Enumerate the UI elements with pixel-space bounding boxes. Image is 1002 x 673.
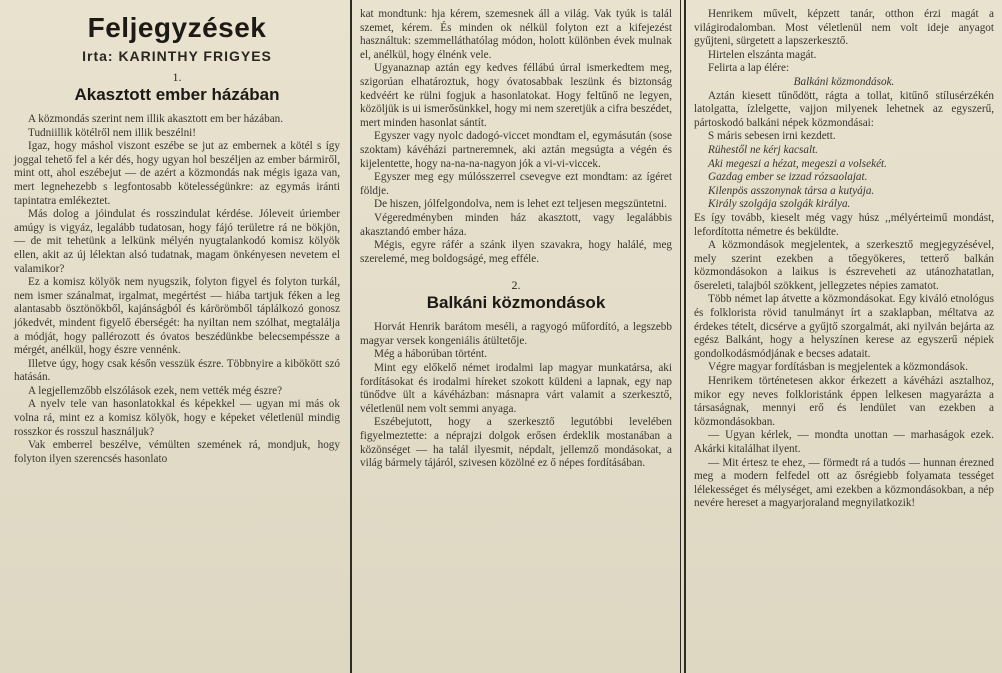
proverb-text: Király szolgája szolgák királya. (708, 198, 851, 211)
section-2-paragraph: Még a háborúban történt. (374, 348, 488, 361)
column-1 (8, 0, 346, 673)
column-divider-2b (684, 0, 686, 673)
proverb-line (694, 158, 994, 172)
section-1-continued-paragraph: Végeredményben minden ház akasztott, vagy legalábbis akasztandó ember háza. (360, 211, 672, 238)
proverb-line (694, 185, 994, 199)
proverbs-heading-text: Balkáni közmondások. (793, 75, 895, 88)
column-3 (688, 0, 1000, 673)
section-2-paragraph: Eszébejutott, hogy a szerkesztő legutóbbi levelében figyelmeztette: a néprajzi dolgok erősen érdeklik mostanában a közönséget — ha talál ilyesmit, népdalt, jellemző mondásokat, a világ bármely tájáról, szivesen közölné ez ő népes fordításában. (360, 416, 672, 470)
section-2-continued-paragraph: Több német lap átvette a közmondásokat. Egy kiváló etnológus és folklorista rövid tanulmányt írt a szaklapban, méltatva az érdekes tételt, dicsérve a gyűjtő szorgalmát, aki nyilván bejárta az egész Balkánt, hogy a helyszínen kerese az egyszerű népiek gondolkodásmódjának e becses adatait. (694, 293, 994, 360)
section-1-continued-paragraph: Egyszer meg egy múlósszerrel csevegve ezt mondtam: az ígéret földje. (360, 171, 672, 197)
section-1-continued-paragraph: De hiszen, jólfelgondolva, nem is lehet ezt teljesen megszüntetni. (374, 198, 667, 211)
proverb-line (694, 171, 994, 185)
section-1-paragraph: Más dolog a jóindulat és rosszindulat kérdése. Jóleveit úriember amúgy is vigyáz, legalább tudatosan, hogy fájó területre rá ne bökjön, — de mit tehetünk a lelkünk mélyén nyugtalankodó komisz kölyök ellen, akit az új lélektan alsó tudatnak, magam önkényesen nevetem el valamikor? (14, 208, 340, 275)
proverb-text: Rühestől ne kérj kacsalt. (708, 143, 818, 156)
section-1-paragraph: Illetve úgy, hogy csak későn vesszük észre. Többnyire a kibökött szó hatásán. (14, 357, 340, 384)
proverb-text: Gazdag ember se izzad rózsaolajat. (708, 171, 868, 184)
section-2-continued-paragraph: Aztán kiesett tűnődött, rágta a tollat, kitűnő stílusérzékén latolgatta, ízlelgette, vajjon milyenek lehetnek az egyszerű, pártoskodó balkáni népek közmondásai: (694, 89, 994, 129)
proverb-text: Aki megeszi a hézat, megeszi a volsekét. (708, 157, 887, 170)
section-1-continued-paragraph: Egyszer vagy nyolc dadogó-viccet mondtam el, egymásután (sose szoktam) kávéházi partneremnek, aki aztán megsúgta a végén és kijelentette, hogy na-na-na-nagyon jók a vi-vi-viccek. (360, 130, 672, 170)
section-2-continued-paragraph: Hirtelen elszánta magát. (708, 48, 817, 61)
section-1-paragraph: A legjellemzőbb elszólások ezek, nem vették még észre? (28, 384, 283, 397)
section-1-paragraph: Ez a komisz kölyök nem nyugszik, folyton figyel és folyton turkál, nem ismer szánalmat, irgalmat, megértést — hiába tartjuk féken a leg alantasabb ösztönökből, kajánságból és kárörömből táplálkozó gonosz jókedvét, mindent figyelő éberségét: ha nyiltan nem szólhat, megtalálja a módját, hogy pallérozott és óvatos beszédünkbe belecsempéssze a mérgét, anélkül, hogy észre vennénk. (14, 276, 340, 357)
section-2-continued-paragraph: Végre magyar fordításban is megjelentek a közmondások. (708, 361, 969, 374)
section-2-number: 2. (511, 278, 521, 293)
section-2-continued-paragraph: — Mit értesz te ehez, — förmedt rá a tudós — hunnan érezned meg a modern felfedel ott az ősrégiebb folyamata tességet lélekességet és mélységet, ami ezekben a közmondásokban, a nép nevére hereset a magyarjoraland megnyilatkozik! (694, 456, 994, 510)
section-2-continued-paragraph: A közmondások megjelentek, a szerkesztő megjegyzésével, mely szerint ezekben a tőegyökeres, tetterő balkán közmondásokon a laikus is észreveheti az utánozhatatlan, ősereleti, talajból szökkent, jellegzetes népies zamatot. (694, 239, 994, 292)
section-2-continued-paragraph: Es így tovább, kieselt még vagy húsz ,,mélyérteimű mondást, lefordította németre és beküldte. (694, 211, 994, 238)
section-1-paragraph: A nyelv tele van hasonlatokkal és képekkel — ugyan mi más ok volna rá, mint ez a komisz kölyök, hogy e képeket véletlenül mindig rosszkor és rosszul használjuk? (14, 398, 340, 438)
proverb-line (694, 144, 994, 158)
article-title: Feljegyzések (87, 12, 267, 43)
section-2-continued-paragraph: — Ugyan kérlek, — mondta unottan — marhaságok ezek. Akárki kitalálhat ilyent. (694, 429, 994, 455)
section-2-paragraph: Mint egy előkelő német irodalmi lap magyar munkatársa, aki fordításokat és irodalmi híreket szokott küldeni a lapnak, egy nap tünődve ült a kávéházban: másnapra várt valamit a szerkesztő, véletlenül nem volt semmi anyaga. (360, 362, 672, 415)
proverb-text: Kilenpös asszonynak társa a kutyája. (708, 184, 875, 197)
section-1-number: 1. (172, 70, 182, 84)
section-1-continued-paragraph: Ugyanaznap aztán egy kedves féllábú úrral ismerkedtem meg, szigorúan elhatároztuk, hogy óvatosabbak leszünk és biztonság kedvéért ke rülni fogjuk a hasonlatokat. Hogy feltűnő ne legyen, közöljük is ui ismerősünkkel, hogy mi nem szeretjük a cifra beszédet, mert minden hasonlat sántít. (360, 62, 672, 129)
section-2-continued-paragraph: Felirta a lap élére: (708, 62, 790, 75)
column-divider-2a (680, 0, 681, 673)
section-1-continued-paragraph: Mégis, egyre ráfér a szánk ilyen szavakra, hogy halálé, meg szerelemé, meg boldogságé, meg efféle. (360, 239, 672, 265)
column-2 (354, 0, 678, 673)
section-1-continued-paragraph: kat mondtunk: hja kérem, szemesnek áll a világ. Vak tyúk is talál szemet, kérem. És minden ok nélkül folyton ezt a kifejezést használtuk: szemmelláthatólag módon, holott különben évek mulnak el, anélkül, hogy élnénk vele. (360, 8, 672, 61)
section-1-title: Akasztott ember házában (74, 85, 280, 104)
section-1-paragraph: Igaz, hogy máshol viszont eszébe se jut az embernek a kötél s így joggal tehető fel a kér dés, hogy ugyan hol beszéljen az ember bármiről, mint ott, ahol eszébejut — de azért a közmondás nak mégis igaza van, mert legnehezebb s legfontosabb kötelességünkre: az egymás iránti tapintatra emlékeztet. (14, 140, 340, 207)
section-2-paragraph: Horvát Henrik barátom meséli, a ragyogó műfordító, a legszebb magyar versek kongeniális átültetője. (360, 321, 672, 347)
section-2-continued-paragraph: S máris sebesen irni kezdett. (708, 130, 836, 143)
article-byline: Irta: KARINTHY FRIGYES (82, 48, 272, 64)
proverb-line (694, 198, 994, 212)
section-1-paragraph: Tudniillik kötélről nem illik beszélni! (28, 126, 197, 139)
section-2-title: Balkáni közmondások (426, 293, 606, 313)
column-divider-1 (350, 0, 352, 673)
section-1-paragraph: A közmondás szerint nem illik akasztott em ber házában. (28, 113, 284, 125)
proverbs-heading (694, 76, 994, 90)
section-2-continued-paragraph: Henrikem művelt, képzett tanár, otthon érzi magát a világirodalomban. Most véletlenül nem volt ideje anyagot gyűjteni, sürgetett a lapszerkesztő. (694, 8, 994, 48)
section-1-paragraph: Vak emberrel beszélve, vémülten szemének rá, mondjuk, hogy folyton ilyen szerencsés hasonlato (14, 439, 340, 465)
section-2-continued-paragraph: Henrikem történetesen akkor érkezett a kávéházi asztalhoz, mikor egy neves folkloristánk éppen lelkesen magyarázta a társaságnak, mennyi erő és lendület van ezekben a közmondásokban. (694, 375, 994, 428)
